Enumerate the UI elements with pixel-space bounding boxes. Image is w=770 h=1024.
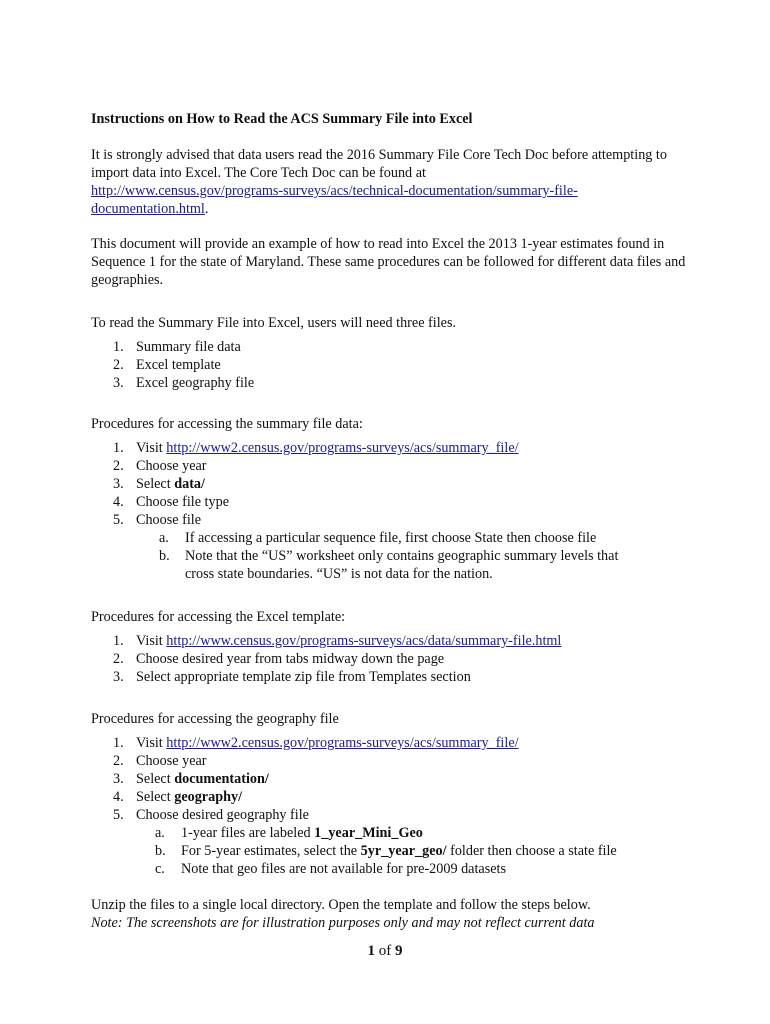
files-heading: To read the Summary File into Excel, users will need three files.	[91, 315, 457, 331]
example-paragraph: This document will provide an example of how to read into Excel the 2013 1-year estimates found in Sequence 1 for the state of Maryland. These same procedures can be followed for different data files and geographies.	[91, 236, 686, 288]
item-number: 3.	[113, 669, 124, 685]
item-number: 2.	[113, 651, 124, 667]
item-number: 3.	[113, 771, 124, 787]
item-bold-text: geography/	[174, 789, 243, 805]
closing-text: Unzip the files to a single local directory. Open the template and follow the steps below.	[91, 897, 591, 913]
list-item	[91, 650, 691, 668]
summary-data-section	[91, 415, 691, 583]
core-tech-doc-link[interactable]: http://www.census.gov/programs-surveys/acs/technical-documentation/summary-file-	[91, 183, 578, 199]
geography-substeps	[87, 824, 691, 878]
item-text: Choose year	[136, 458, 207, 474]
item-number: 5.	[113, 807, 124, 823]
page-of: of	[375, 943, 395, 959]
item-letter: b.	[155, 843, 166, 859]
intro-period: .	[204, 201, 209, 217]
item-text: Select	[136, 789, 175, 805]
list-item	[91, 338, 691, 356]
item-number: 1.	[113, 440, 124, 456]
list-item	[87, 842, 691, 860]
summary-data-heading: Procedures for accessing the summary file data:	[91, 416, 363, 432]
list-item	[91, 493, 691, 511]
item-text: For 5-year estimates, select the	[181, 843, 361, 859]
item-number: 1.	[113, 339, 124, 355]
list-item	[91, 770, 691, 788]
list-item	[91, 632, 691, 650]
item-number: 3.	[113, 476, 124, 492]
item-bold-text: documentation/	[174, 771, 269, 787]
geography-steps	[91, 734, 691, 824]
list-item	[87, 860, 691, 878]
geography-section	[91, 710, 691, 878]
list-item	[91, 788, 691, 806]
item-text: Choose file type	[136, 494, 229, 510]
list-item	[91, 668, 691, 686]
list-item	[87, 824, 691, 842]
item-text-suffix: folder then choose a state file	[446, 843, 617, 859]
item-number: 3.	[113, 375, 124, 391]
item-text: Note that geo files are not available for pre-2009 datasets	[181, 861, 507, 877]
page-number	[0, 942, 770, 960]
item-bold-text: 5yr_year_geo/	[360, 843, 447, 859]
item-text: Choose desired geography file	[136, 807, 309, 823]
screenshot-note: Note: The screenshots are for illustration purposes only and may not reflect current data	[91, 915, 595, 931]
list-item	[91, 374, 691, 392]
item-text: Select	[136, 771, 175, 787]
list-item	[91, 529, 691, 547]
item-letter: a.	[159, 530, 169, 546]
list-item	[91, 734, 691, 752]
item-number: 1.	[113, 735, 124, 751]
item-text: Visit	[136, 633, 167, 649]
list-item	[91, 439, 691, 457]
template-steps	[91, 632, 691, 686]
list-item	[91, 356, 691, 374]
item-text-cont: cross state boundaries. “US” is not data for the nation.	[185, 566, 493, 582]
item-text: Choose desired year from tabs midway down the page	[136, 651, 445, 667]
intro-text: It is strongly advised that data users read the 2016 Summary File Core Tech Doc before attempting to import data into Excel. The Core Tech Doc can be found at	[91, 147, 667, 181]
geography-heading: Procedures for accessing the geography file	[91, 711, 339, 727]
list-item	[91, 475, 691, 493]
item-text: Select	[136, 476, 175, 492]
summary-file-link[interactable]: http://www2.census.gov/programs-surveys/acs/summary_file/	[166, 440, 519, 456]
item-text: If accessing a particular sequence file, first choose State then choose file	[185, 530, 597, 546]
item-text: Visit	[136, 735, 167, 751]
item-text: 1-year files are labeled	[181, 825, 315, 841]
current-page: 1	[367, 943, 375, 959]
item-text: Choose file	[136, 512, 202, 528]
summary-data-substeps	[91, 529, 691, 583]
item-number: 4.	[113, 494, 124, 510]
list-item	[91, 752, 691, 770]
list-item	[91, 547, 691, 583]
list-item	[91, 457, 691, 475]
files-section	[91, 314, 691, 392]
item-number: 1.	[113, 633, 124, 649]
item-number: 2.	[113, 753, 124, 769]
item-bold-text: 1_year_Mini_Geo	[314, 825, 423, 841]
item-letter: a.	[155, 825, 165, 841]
item-number: 4.	[113, 789, 124, 805]
item-text: Summary file data	[136, 339, 241, 355]
item-text: Choose year	[136, 753, 207, 769]
item-text: Excel geography file	[136, 375, 255, 391]
closing-section	[91, 896, 691, 932]
core-tech-doc-link-cont[interactable]: documentation.html	[91, 201, 205, 217]
item-number: 2.	[113, 458, 124, 474]
template-link[interactable]: http://www.census.gov/programs-surveys/acs/data/summary-file.html	[166, 633, 562, 649]
item-text: Excel template	[136, 357, 221, 373]
item-number: 2.	[113, 357, 124, 373]
summary-data-steps	[91, 439, 691, 529]
total-pages: 9	[395, 943, 403, 959]
template-section	[91, 608, 691, 686]
template-heading: Procedures for accessing the Excel template:	[91, 609, 346, 625]
list-item	[91, 511, 691, 529]
item-bold-text: data/	[174, 476, 205, 492]
item-text: Note that the “US” worksheet only contains geographic summary levels that	[185, 548, 619, 564]
geography-link[interactable]: http://www2.census.gov/programs-surveys/acs/summary_file/	[166, 735, 519, 751]
files-list	[91, 338, 691, 392]
item-text: Select appropriate template zip file from Templates section	[136, 669, 471, 685]
item-text: Visit	[136, 440, 167, 456]
intro-paragraph	[91, 146, 691, 218]
document-title: Instructions on How to Read the ACS Summary File into Excel	[91, 111, 473, 127]
item-letter: b.	[159, 548, 170, 564]
item-number: 5.	[113, 512, 124, 528]
item-letter: c.	[155, 861, 165, 877]
list-item	[91, 806, 691, 824]
